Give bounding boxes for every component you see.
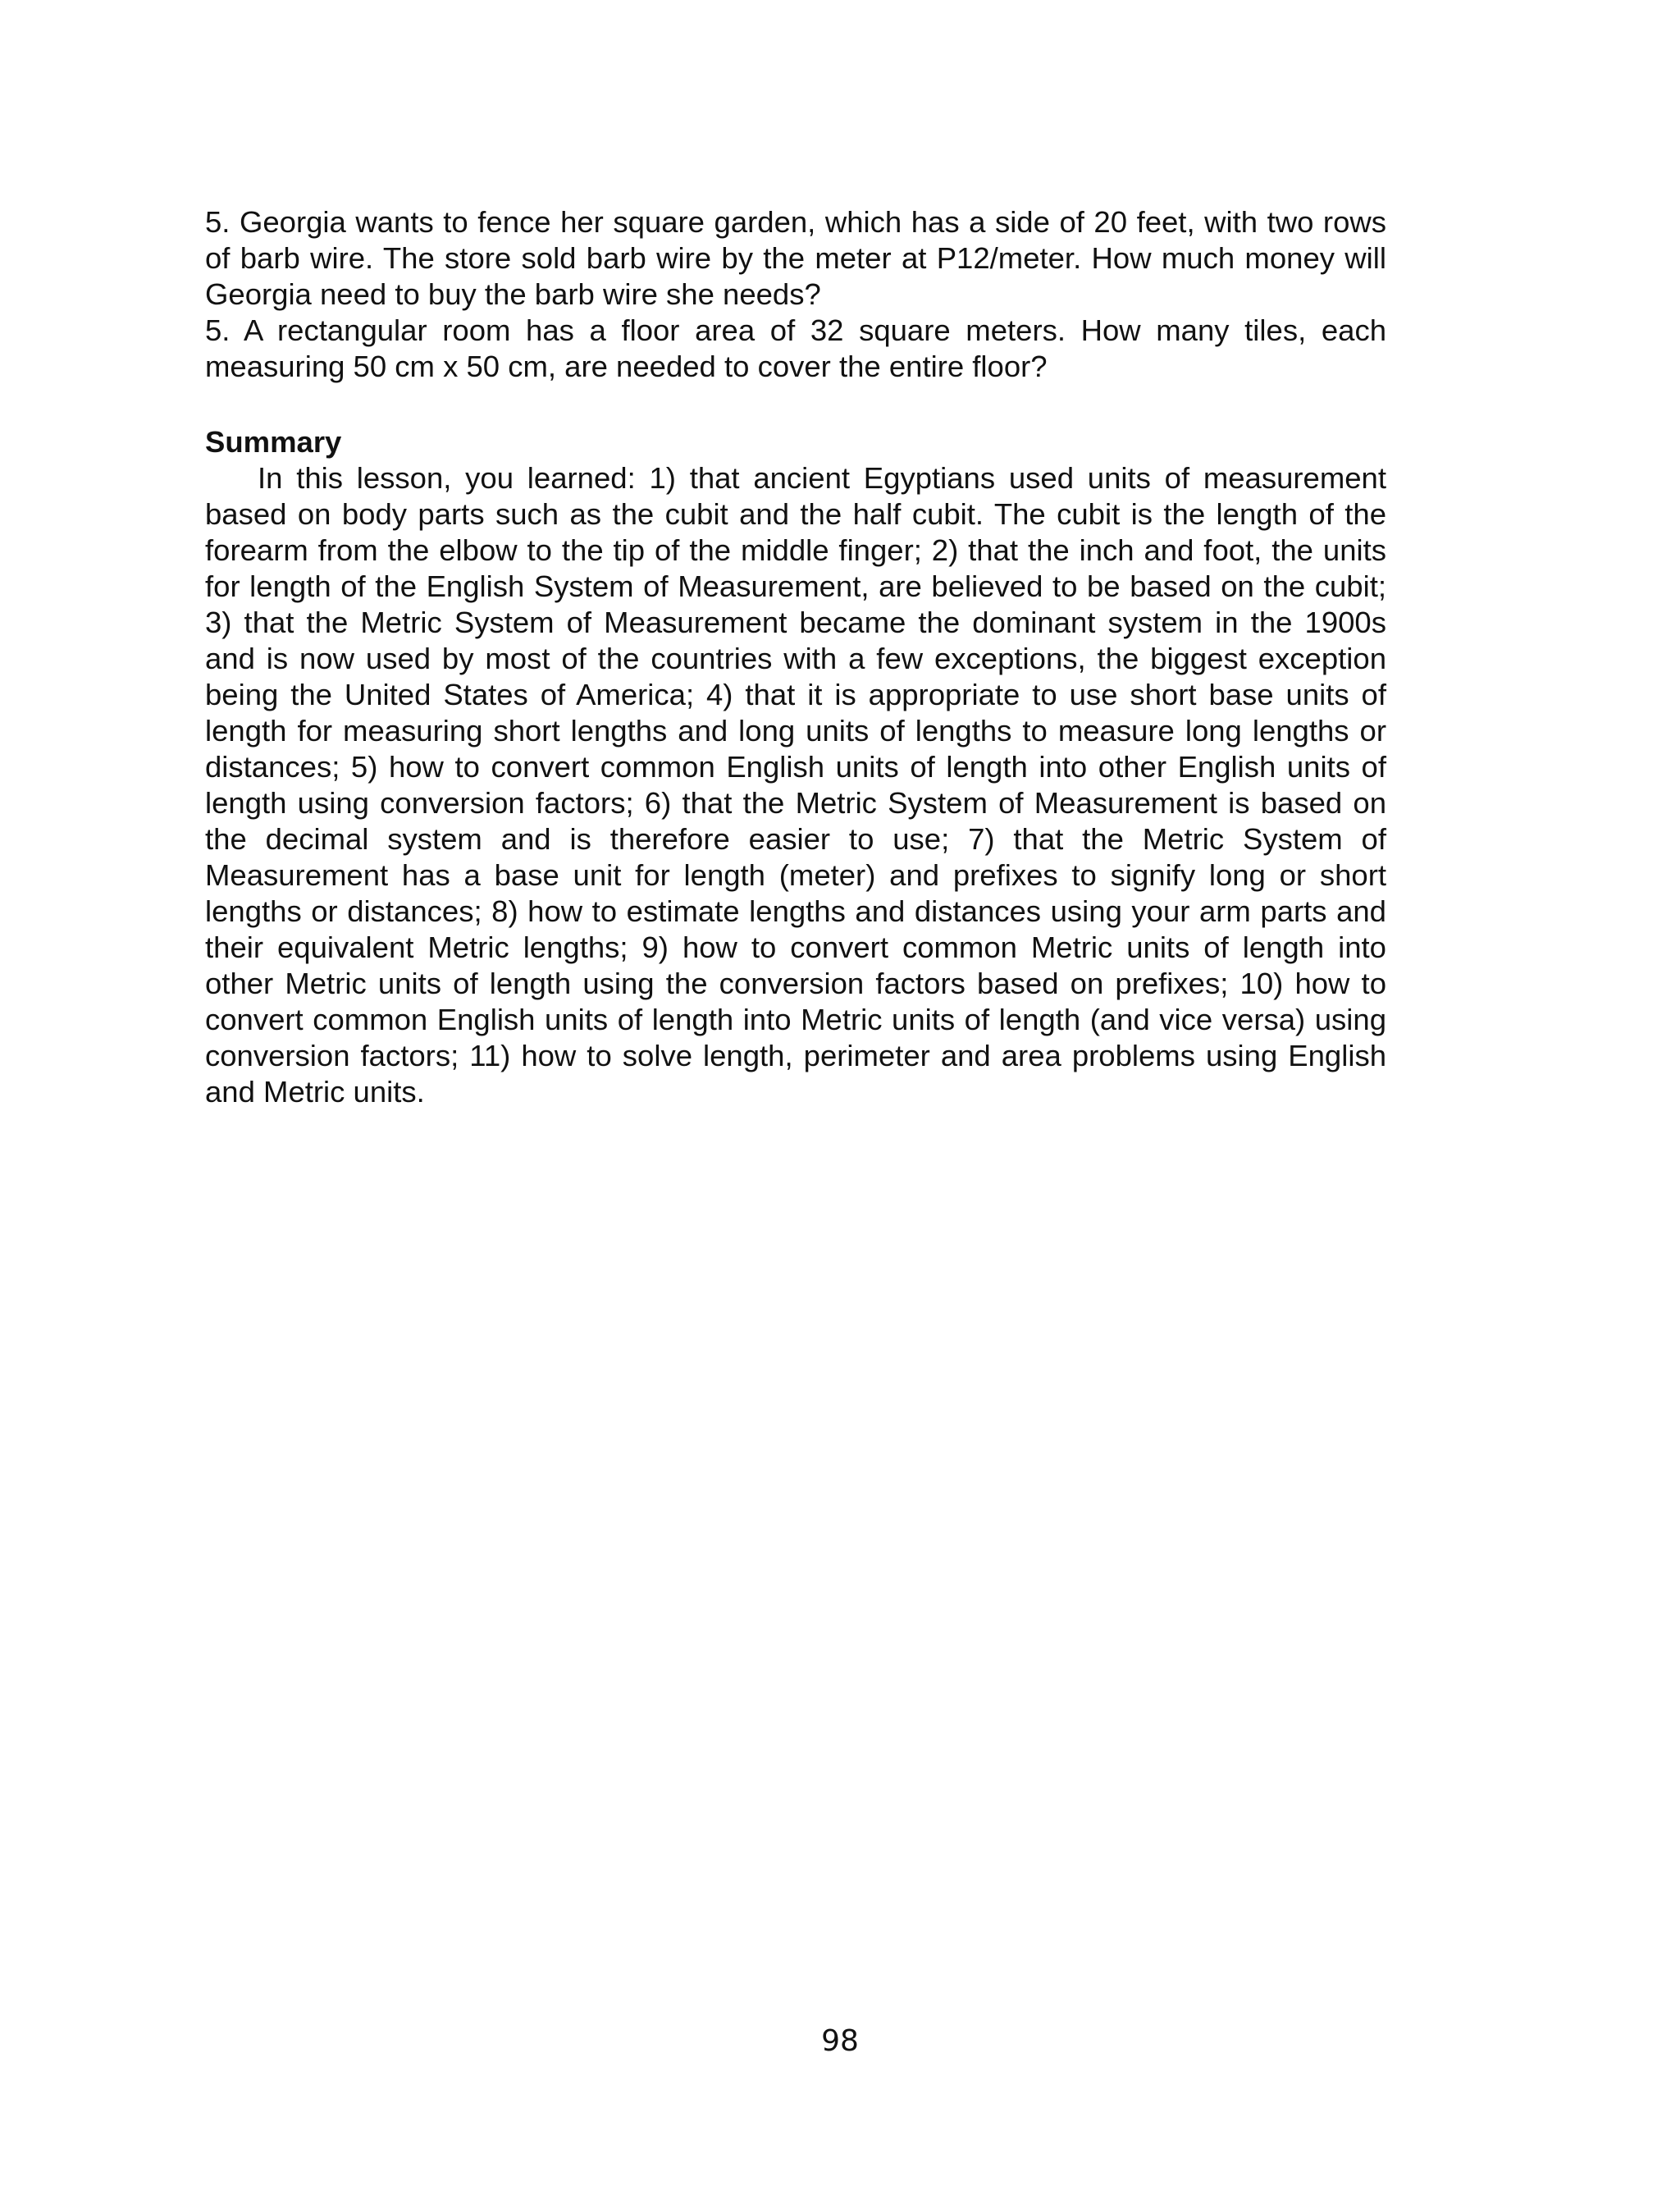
problem-garden-fence: 5. Georgia wants to fence her square garden, which has a side of 20 feet, with two rows of barb wire. The store sold barb wire by the meter at P12/meter. How much money will Georgia need to buy the barb wire she needs? <box>205 205 1386 311</box>
summary-paragraph: In this lesson, you learned: 1) that ancient Egyptians used units of measurement based on body parts such as the cubit and the half cubit. The cubit is the length of the forearm from the elbow to the tip of the middle finger; 2) that the inch and foot, the units for length of the English System of Measurement, are believed to be based on the cubit; 3) that the Metric System of Measurement became the dominant system in the 1900s and is now used by most of the countries with a few exceptions, the biggest exception being the United States of America; 4) that it is appropriate to use short base units of length for measuring short lengths and long units of lengths to measure long lengths or distances; 5) how to convert common English units of length into other English units of length using conversion factors; 6) that the Metric System of Measurement is based on the decimal system and is therefore easier to use; 7) that the Metric System of Measurement has a base unit for length (meter) and prefixes to signify long or short lengths or distances; 8) how to estimate lengths and distances using your arm parts and their equivalent Metric lengths; 9) how to convert common Metric units of length into other Metric units of length using the conversion factors based on prefixes; 10) how to convert common English units of length into Metric units of length (and vice versa) using conversion factors; 11) how to solve length, perimeter and area problems using English and Metric units. <box>205 461 1386 1109</box>
page-number: 98 <box>821 2024 859 2058</box>
summary-section <box>205 424 1386 1110</box>
page-content <box>205 204 1386 1110</box>
summary-heading: Summary <box>205 425 342 459</box>
problem-floor-tiles: 5. A rectangular room has a floor area of 32 square meters. How many tiles, each measuring 50 cm x 50 cm, are needed to cover the entire floor? <box>205 313 1386 383</box>
